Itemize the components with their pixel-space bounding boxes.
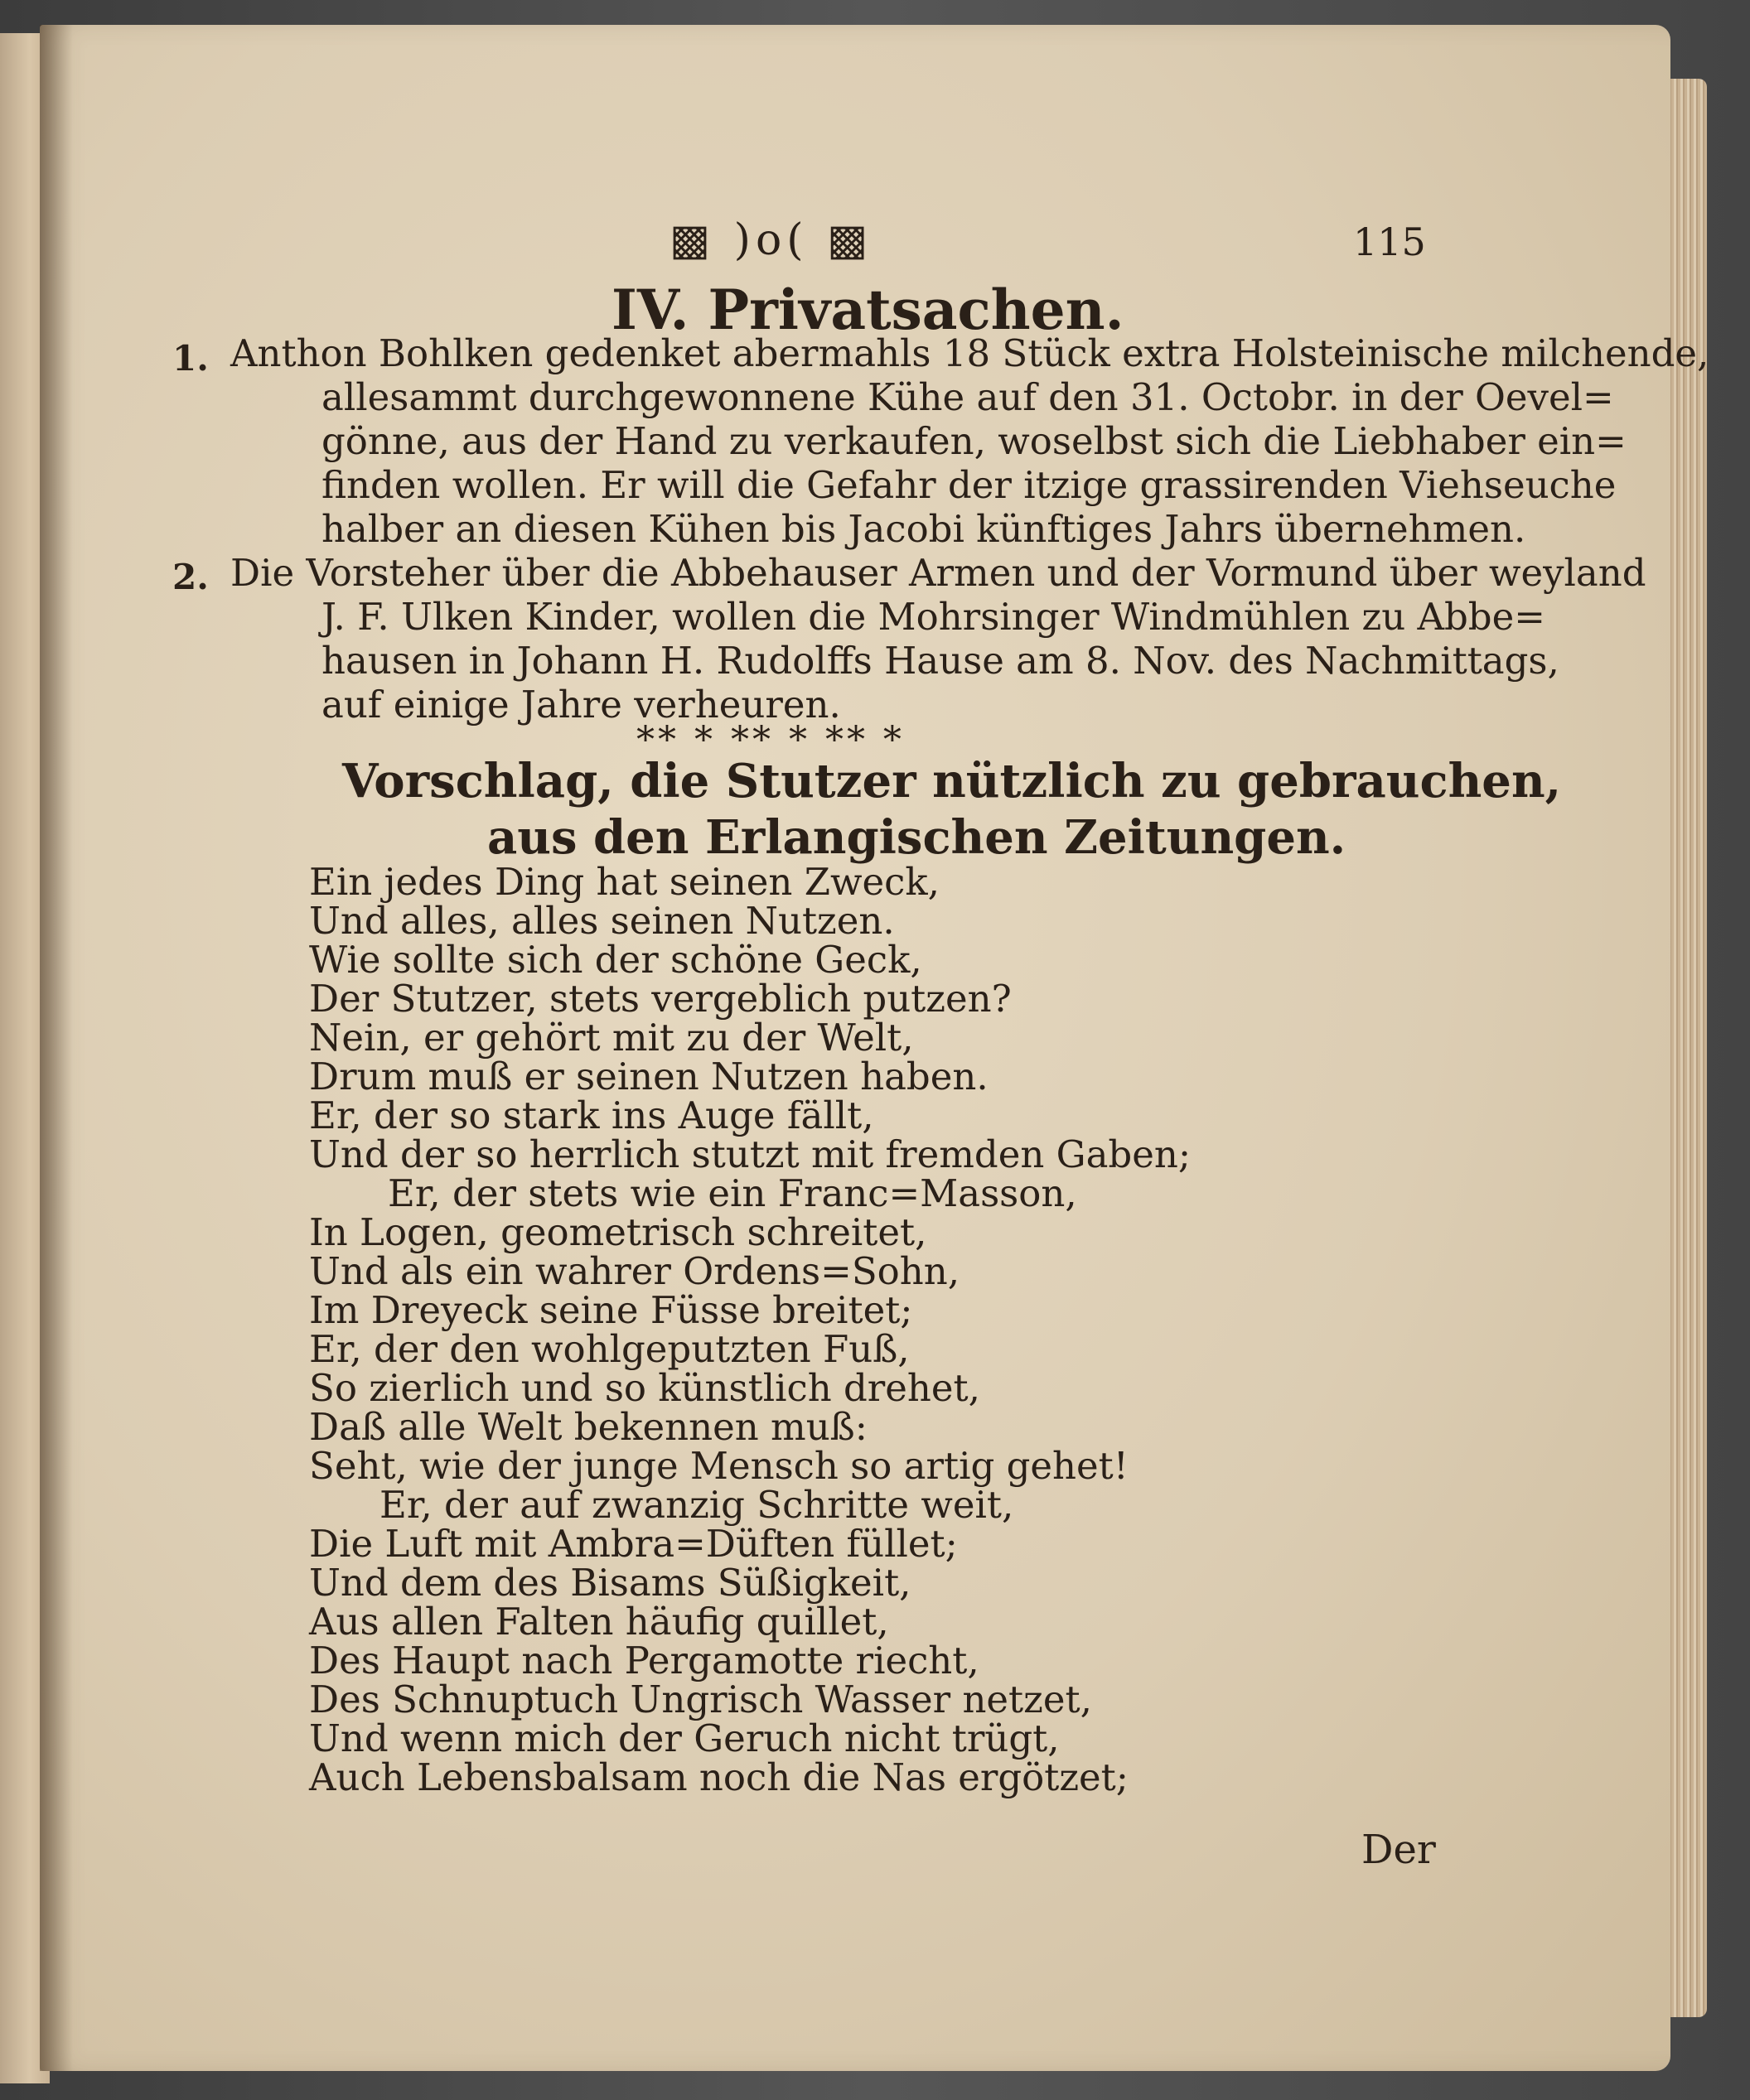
gutter-shadow — [40, 25, 73, 2071]
poem-line: Und wenn mich der Geruch nicht trügt, — [309, 1716, 1060, 1760]
poem-line: Seht, wie der junge Mensch so artig gehet! — [309, 1444, 1129, 1488]
entry-line: Anthon Bohlken gedenket abermahls 18 Stück extra Holsteinische milchende, — [230, 331, 1709, 375]
poem-line: Er, der so stark ins Auge fällt, — [309, 1093, 874, 1137]
header-ornament: ▩ )o( ▩ — [670, 215, 873, 265]
poem-line: Im Dreyeck seine Füsse breitet; — [309, 1288, 913, 1332]
poem-line: Wie sollte sich der schöne Geck, — [309, 938, 922, 982]
entry-line: allesammt durchgewonnene Kühe auf den 31. Octobr. in der Oevel= — [321, 375, 1614, 419]
entry-number: 2. — [172, 557, 209, 597]
poem-line: In Logen, geometrisch schreitet, — [309, 1210, 927, 1254]
book-page — [40, 25, 1709, 2071]
poem-line: Nein, er gehört mit zu der Welt, — [309, 1016, 914, 1060]
entry-line: finden wollen. Er will die Gefahr der itzige grassirenden Viehseuche — [321, 463, 1617, 507]
poem-line: So zierlich und so künstlich drehet, — [309, 1366, 980, 1410]
poem-line: Aus allen Falten häufig quillet, — [309, 1600, 889, 1644]
poem-title: Vorschlag, die Stutzer nützlich zu gebrauchen, — [342, 754, 1562, 809]
poem-line: Er, der den wohlgeputzten Fuß, — [309, 1327, 910, 1371]
poem-line: Und als ein wahrer Ordens=Sohn, — [309, 1249, 960, 1293]
entry-line: auf einige Jahre verheuren. — [321, 683, 841, 727]
star-separator: ** * ** * ** * — [636, 719, 905, 761]
poem-line: Die Luft mit Ambra=Düften füllet; — [309, 1522, 958, 1566]
catchword: Der — [1361, 1827, 1436, 1873]
poem-line: Und der so herrlich stutzt mit fremden Gaben; — [309, 1132, 1192, 1176]
poem-line: Des Schnuptuch Ungrisch Wasser netzet, — [309, 1678, 1092, 1721]
section-title: IV. Privatsachen. — [612, 278, 1124, 342]
poem-line: Er, der stets wie ein Franc=Masson, — [388, 1171, 1077, 1215]
entry-line: J. F. Ulken Kinder, wollen die Mohrsinger Windmühlen zu Abbe= — [321, 595, 1545, 639]
poem-title: aus den Erlangischen Zeitungen. — [487, 810, 1346, 865]
poem-line: Daß alle Welt bekennen muß: — [309, 1405, 868, 1449]
entry-line: Die Vorsteher über die Abbehauser Armen und der Vormund über weyland — [230, 551, 1646, 595]
entry-line: halber an diesen Kühen bis Jacobi künftiges Jahrs übernehmen. — [321, 507, 1526, 551]
poem-line: Des Haupt nach Pergamotte riecht, — [309, 1639, 979, 1682]
poem-line: Er, der auf zwanzig Schritte weit, — [379, 1483, 1014, 1527]
page-number: 115 — [1353, 220, 1426, 264]
poem-line: Ein jedes Ding hat seinen Zweck, — [309, 860, 940, 904]
poem-line: Der Stutzer, stets vergeblich putzen? — [309, 977, 1012, 1021]
poem-line: Auch Lebensbalsam noch die Nas ergötzet; — [309, 1755, 1129, 1799]
poem-line: Und alles, alles seinen Nutzen. — [309, 899, 895, 943]
entry-number: 1. — [172, 338, 209, 379]
entry-line: hausen in Johann H. Rudolffs Hause am 8. Nov. des Nachmittags, — [321, 639, 1559, 683]
poem-line: Und dem des Bisams Süßigkeit, — [309, 1561, 911, 1605]
poem-line: Drum muß er seinen Nutzen haben. — [309, 1055, 989, 1098]
entry-line: gönne, aus der Hand zu verkaufen, woselbst sich die Liebhaber ein= — [321, 419, 1627, 463]
